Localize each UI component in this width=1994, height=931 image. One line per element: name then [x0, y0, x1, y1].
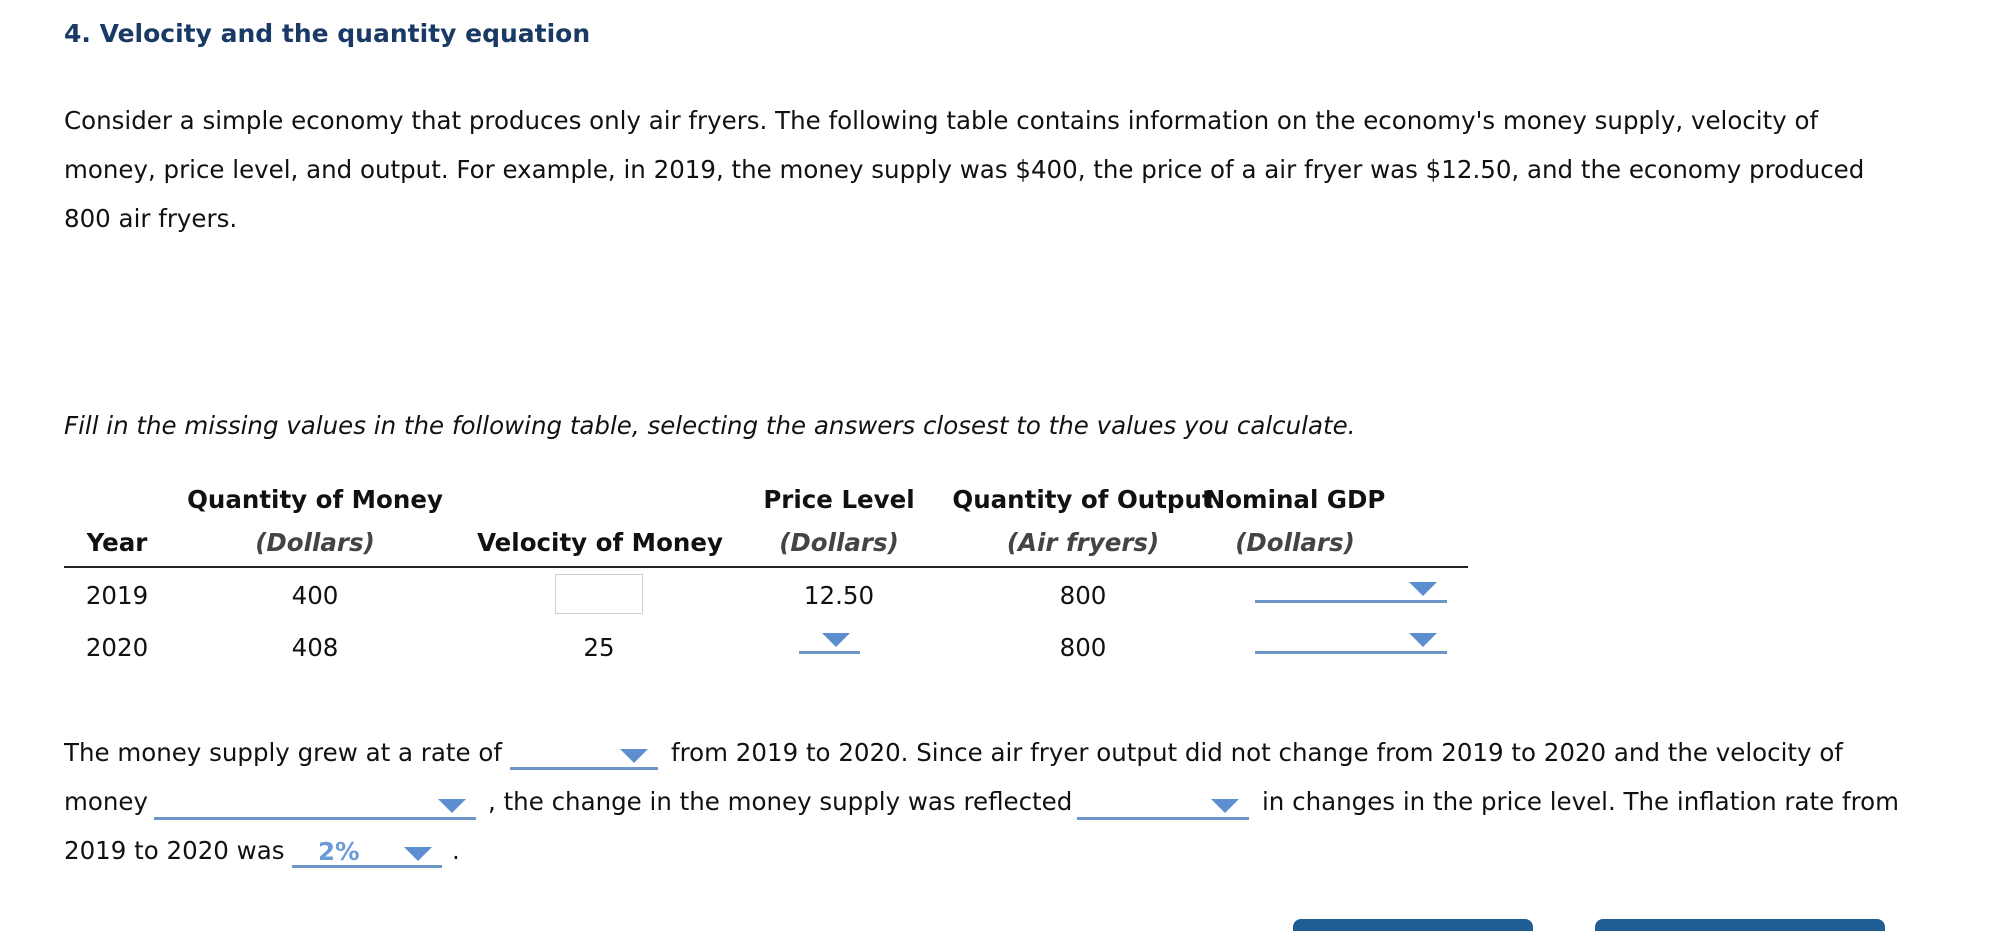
- growth-rate-dropdown[interactable]: [510, 740, 658, 770]
- caret-down-icon: [822, 633, 850, 647]
- row-2020-quantity-of-money: 408: [291, 633, 339, 662]
- header-quantity-of-money-unit: (Dollars): [255, 528, 375, 557]
- header-velocity-of-money: Velocity of Money: [477, 528, 723, 557]
- inflation-rate-dropdown[interactable]: 2%: [292, 838, 442, 868]
- header-quantity-of-money: Quantity of Money: [187, 485, 443, 514]
- header-year: Year: [86, 528, 148, 557]
- question-title: 4. Velocity and the quantity equation: [64, 19, 591, 48]
- instruction-text: Fill in the missing values in the following table, selecting the answers closest to the values you calculate.: [64, 411, 1356, 440]
- paragraph-text-3: money: [64, 787, 148, 816]
- row-2019-year: 2019: [85, 581, 149, 610]
- velocity-change-dropdown[interactable]: [154, 790, 476, 820]
- row-2020-price-level-dropdown[interactable]: [799, 624, 860, 654]
- row-2019-price-level: 12.50: [803, 581, 875, 610]
- action-button-2[interactable]: [1595, 919, 1885, 931]
- header-divider: [64, 566, 1468, 568]
- data-table: [64, 480, 1468, 680]
- caret-down-icon: [1409, 633, 1437, 647]
- row-2020-nominal-gdp-dropdown[interactable]: [1255, 624, 1447, 654]
- paragraph-text-5: in changes in the price level. The inflation rate from: [1262, 787, 1899, 816]
- header-price-level: Price Level: [763, 485, 915, 514]
- action-button-1[interactable]: [1293, 919, 1533, 931]
- caret-down-icon: [620, 749, 648, 763]
- row-2020-quantity-of-output: 800: [1059, 633, 1107, 662]
- row-2019-quantity-of-output: 800: [1059, 581, 1107, 610]
- row-2019-quantity-of-money: 400: [291, 581, 339, 610]
- header-nominal-gdp: Nominal GDP: [1204, 485, 1386, 514]
- paragraph-text-2: from 2019 to 2020. Since air fryer output did not change from 2019 to 2020 and the velocity of: [671, 738, 1843, 767]
- caret-down-icon: [404, 847, 432, 861]
- row-2019-velocity-input[interactable]: [555, 574, 643, 614]
- caret-down-icon: [1409, 582, 1437, 596]
- caret-down-icon: [1211, 799, 1239, 813]
- row-2019-nominal-gdp-dropdown[interactable]: [1255, 573, 1447, 603]
- row-2020-year: 2020: [85, 633, 149, 662]
- paragraph-text-7: .: [452, 836, 460, 865]
- header-price-level-unit: (Dollars): [779, 528, 899, 557]
- paragraph-text-4: , the change in the money supply was reflected: [488, 787, 1073, 816]
- paragraph-text-1: The money supply grew at a rate of: [64, 738, 502, 767]
- caret-down-icon: [438, 799, 466, 813]
- header-quantity-of-output-unit: (Air fryers): [1006, 528, 1160, 557]
- reflected-dropdown[interactable]: [1077, 790, 1249, 820]
- paragraph-text-6: 2019 to 2020 was: [64, 836, 285, 865]
- header-quantity-of-output: Quantity of Output: [952, 485, 1214, 514]
- intro-paragraph: Consider a simple economy that produces only air fryers. The following table contains information on the economy's money supply, velocity of money, price level, and output. For example, in 2019, the money supply was $400, the price of a air fryer was $12.50, and the economy produced 800 air fryers.: [64, 106, 1865, 233]
- row-2020-velocity-of-money: 25: [583, 633, 615, 662]
- header-nominal-gdp-unit: (Dollars): [1235, 528, 1355, 557]
